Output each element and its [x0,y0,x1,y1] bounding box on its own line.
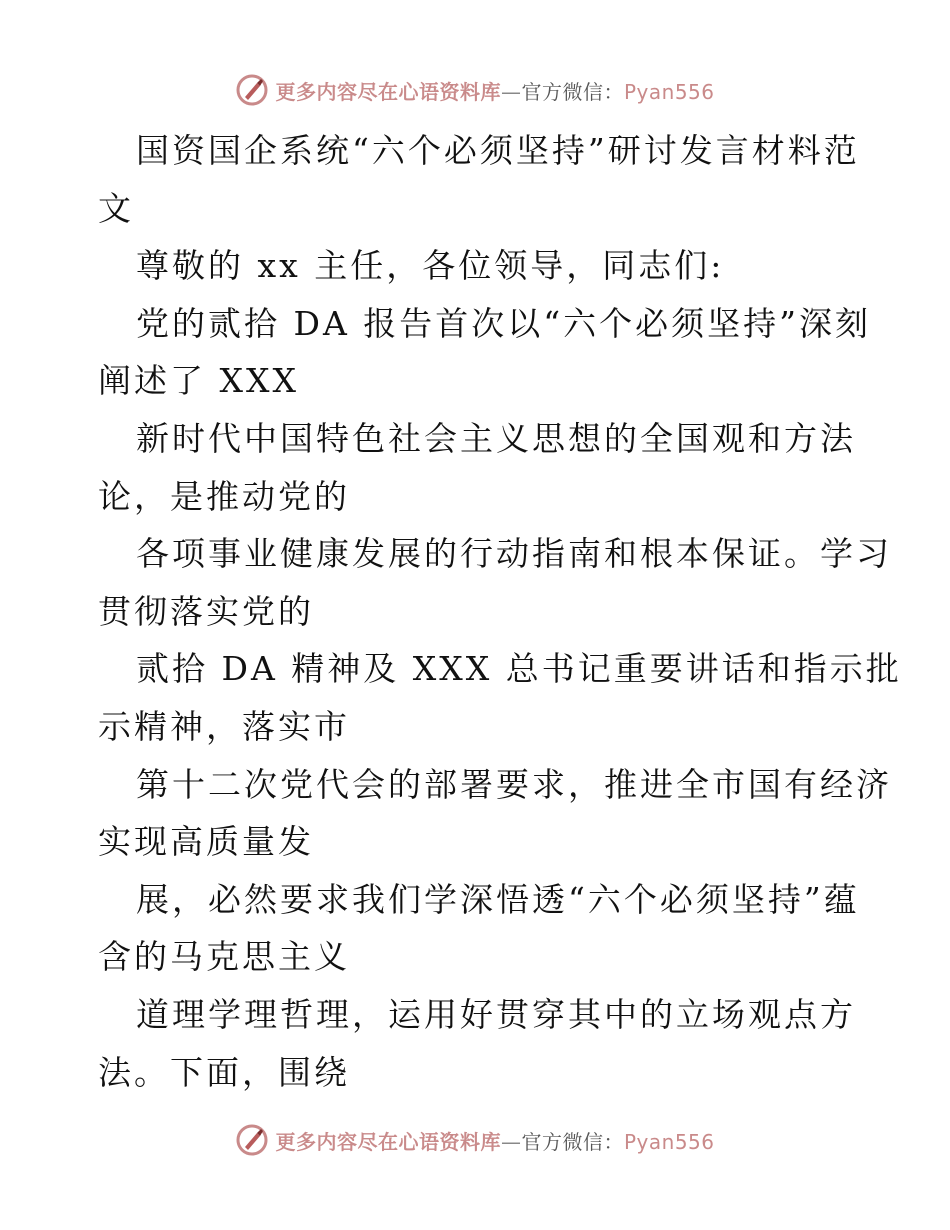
banner-separator: — [500,1129,522,1154]
banner-wechat-id: Pyan556 [623,79,715,104]
doc-salutation: 尊敬的 xx 主任，各位领导，同志们: [136,246,725,286]
header-banner [0,70,950,110]
banner-wechat-label: 官方微信： [521,79,624,104]
doc-line: 新时代中国特色社会主义思想的全国观和方法 [136,418,856,458]
pen-logo-icon [235,73,269,107]
pen-logo-icon [235,1123,269,1157]
doc-line: 贰拾 DA 精神及 XXX 总书记重要讲话和指示批 [136,649,902,689]
doc-line: 党的贰拾 DA 报告首次以“六个必须坚持”深刻 [136,303,872,343]
doc-line: 贯彻落实党的 [98,591,314,631]
banner-main-text: 更多内容尽在心语资料库 [275,79,501,104]
document-body [98,122,902,1101]
doc-line: 各项事业健康发展的行动指南和根本保证。学习 [136,534,892,574]
doc-line: 论，是推动党的 [98,476,350,516]
doc-line: 道理学理哲理，运用好贯穿其中的立场观点方 [136,994,856,1034]
banner-separator: — [500,79,522,104]
doc-title-line-1: 国资国企系统“六个必须坚持”研讨发言材料范 [136,131,860,170]
banner-wechat-label: 官方微信： [521,1129,624,1154]
doc-line: 实现高质量发 [98,822,314,862]
doc-line: 法。下面，围绕 [98,1052,350,1092]
doc-line: 示精神，落实市 [98,706,350,746]
doc-title-line-2: 文 [98,188,134,228]
banner-wechat-id: Pyan556 [623,1129,715,1154]
footer-banner [0,1120,950,1160]
banner-main-text: 更多内容尽在心语资料库 [275,1129,501,1154]
doc-line: 含的马克思主义 [98,937,350,977]
doc-line: 展，必然要求我们学深悟透“六个必须坚持”蕴 [136,879,860,919]
doc-line: 阐述了 XXX [98,361,299,401]
doc-line: 第十二次党代会的部署要求，推进全市国有经济 [136,764,892,804]
